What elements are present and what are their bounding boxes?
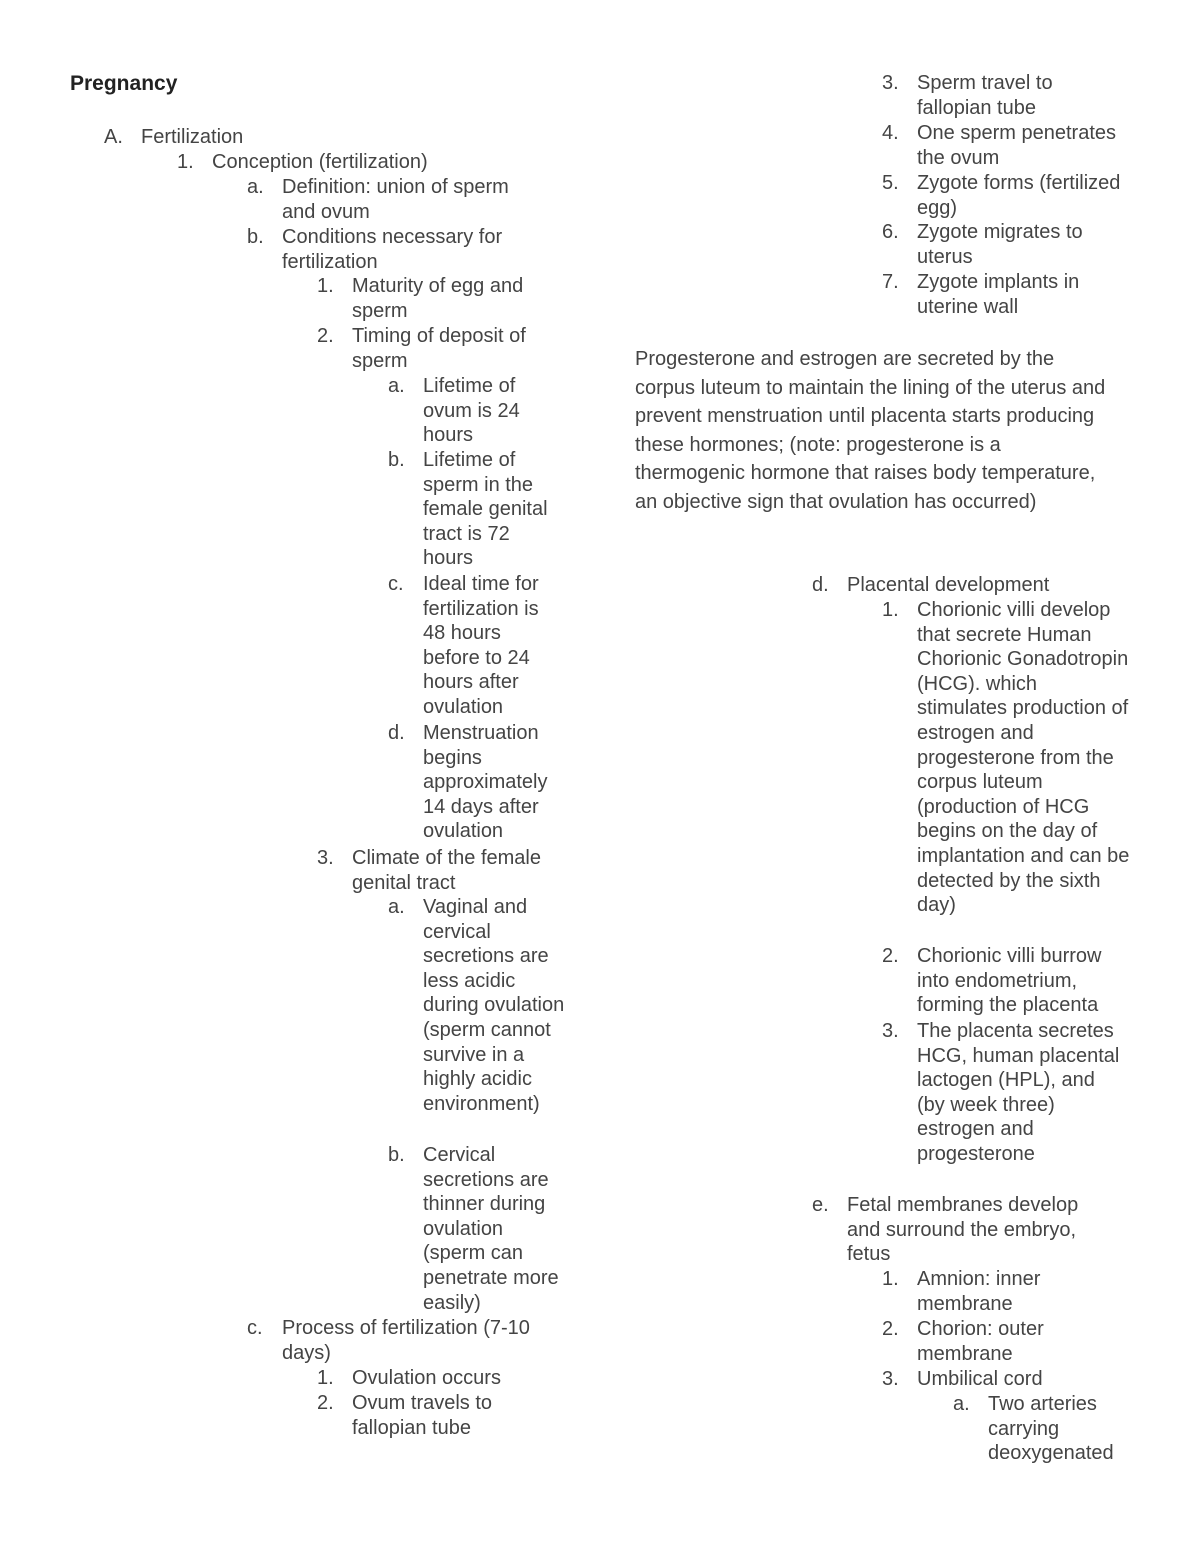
- outline-item-1c4: [882, 121, 1122, 170]
- outline-marker: a.: [388, 896, 405, 918]
- outline-text: Chorionic villi burrow into endometrium, forming the placenta: [917, 945, 1102, 1017]
- outline-marker: d.: [388, 722, 405, 744]
- outline-text: Zygote implants in uterine wall: [917, 271, 1080, 318]
- outline-item-1b2: [317, 324, 547, 373]
- outline-text: Timing of deposit of sperm: [352, 325, 526, 372]
- outline-item-1b1: [317, 274, 547, 323]
- outline-item-1c2: [317, 1391, 547, 1440]
- outline-text: Placental development: [847, 574, 1050, 596]
- outline-text: Zygote migrates to uterus: [917, 221, 1083, 268]
- outline-text: Chorion: outer membrane: [917, 1318, 1044, 1365]
- outline-text: The placenta secretes HCG, human placental lactogen (HPL), and (by week three) estrogen and progesterone: [917, 1020, 1120, 1165]
- outline-marker: e.: [812, 1194, 829, 1216]
- outline-marker: 3.: [882, 1020, 899, 1042]
- outline-marker: 1.: [882, 1268, 899, 1290]
- outline-item-1b2c: [388, 572, 563, 720]
- outline-text: Menstruation begins approximately 14 days after ovulation: [423, 722, 548, 843]
- outline-text: Umbilical cord: [917, 1368, 1043, 1390]
- outline-item-1c1: [317, 1366, 547, 1391]
- outline-marker: b.: [388, 449, 405, 471]
- outline-marker: 7.: [882, 271, 899, 293]
- outline-item-1b2b: [388, 448, 563, 571]
- outline-item-1b3a: [388, 895, 566, 1116]
- outline-text: Fetal membranes develop and surround the embryo, fetus: [847, 1194, 1079, 1266]
- outline-item-1c: [247, 1316, 552, 1365]
- outline-marker: 3.: [317, 847, 334, 869]
- outline-item-1e3a: [953, 1392, 1133, 1466]
- outline-marker: b.: [247, 226, 264, 248]
- outline-text: Cervical secretions are thinner during ovulation (sperm can penetrate more easily): [423, 1144, 559, 1314]
- outline-item-1c6: [882, 220, 1122, 269]
- outline-text: Chorionic villi develop that secrete Human Chorionic Gonadotropin (HCG). which stimulates production of estrogen and progesterone from the corpus luteum (production of HCG begins on the day of implantation and can be detected by the sixth day): [917, 599, 1130, 917]
- outline-marker: 2.: [882, 945, 899, 967]
- page-title: Pregnancy: [70, 72, 178, 95]
- outline-text: Sperm travel to fallopian tube: [917, 72, 1053, 119]
- outline-text: Ovulation occurs: [352, 1367, 501, 1389]
- outline-text: Ideal time for fertilization is 48 hours before to 24 hours after ovulation: [423, 573, 539, 718]
- outline-item-1e: [812, 1193, 1112, 1267]
- outline-text: One sperm penetrates the ovum: [917, 122, 1116, 169]
- outline-item-1: [177, 150, 477, 175]
- outline-item-1d2: [882, 944, 1130, 1018]
- outline-text: Lifetime of sperm in the female genital tract is 72 hours: [423, 449, 548, 570]
- outline-item-1b: [247, 225, 537, 274]
- outline-marker: c.: [388, 573, 404, 595]
- outline-marker: 5.: [882, 172, 899, 194]
- outline-text: Vaginal and cervical secretions are less acidic during ovulation (sperm cannot survive in a highly acidic environment): [423, 896, 565, 1115]
- outline-text: Maturity of egg and sperm: [352, 275, 524, 322]
- outline-marker: 2.: [317, 325, 334, 347]
- outline-marker: a.: [388, 375, 405, 397]
- outline-item-1b2d: [388, 721, 563, 844]
- outline-marker: a.: [953, 1393, 970, 1415]
- outline-marker: 1.: [882, 599, 899, 621]
- outline-marker: A.: [104, 126, 123, 148]
- outline-item-1d: [812, 573, 1112, 598]
- outline-text: Two arteries carrying deoxygenated: [988, 1393, 1114, 1465]
- outline-item-1d1: [882, 598, 1130, 918]
- outline-item-1e3: [882, 1367, 1122, 1392]
- outline-text: Amnion: inner membrane: [917, 1268, 1041, 1315]
- outline-item-1b2a: [388, 374, 548, 448]
- outline-item-1a: [247, 175, 537, 224]
- outline-marker: 1.: [317, 275, 334, 297]
- outline-item-1b3b: [388, 1143, 566, 1315]
- outline-text: Lifetime of ovum is 24 hours: [423, 375, 520, 447]
- outline-item-a: [104, 125, 404, 150]
- outline-item-1d3: [882, 1019, 1122, 1167]
- outline-item-1e1: [882, 1267, 1122, 1316]
- hormone-paragraph: Progesterone and estrogen are secreted by the corpus luteum to maintain the lining of the uterus and prevent menstruation until placenta starts producing these hormones; (note: progesterone is a thermogenic hormone that raises body temperature, an objective sign that ovulation has occurred): [635, 348, 1106, 513]
- outline-marker: 1.: [177, 151, 194, 173]
- outline-text: Conditions necessary for fertilization: [282, 226, 503, 273]
- outline-item-1b3: [317, 846, 562, 895]
- outline-item-1e2: [882, 1317, 1122, 1366]
- outline-marker: 3.: [882, 72, 899, 94]
- outline-item-1c5: [882, 171, 1122, 220]
- outline-marker: a.: [247, 176, 264, 198]
- outline-marker: b.: [388, 1144, 405, 1166]
- outline-text: Definition: union of sperm and ovum: [282, 176, 509, 223]
- outline-marker: 2.: [882, 1318, 899, 1340]
- outline-marker: 4.: [882, 122, 899, 144]
- outline-text: Climate of the female genital tract: [352, 847, 541, 894]
- outline-marker: 3.: [882, 1368, 899, 1390]
- outline-marker: 1.: [317, 1367, 334, 1389]
- outline-marker: 6.: [882, 221, 899, 243]
- outline-item-1c7: [882, 270, 1122, 319]
- outline-marker: c.: [247, 1317, 263, 1339]
- outline-text: Process of fertilization (7-10 days): [282, 1317, 530, 1364]
- outline-text: Ovum travels to fallopian tube: [352, 1392, 493, 1439]
- outline-marker: 2.: [317, 1392, 334, 1414]
- outline-text: Zygote forms (fertilized egg): [917, 172, 1121, 219]
- outline-text: Conception (fertilization): [212, 151, 428, 173]
- outline-item-1c3: [882, 71, 1122, 120]
- outline-text: Fertilization: [141, 126, 244, 148]
- outline-marker: d.: [812, 574, 829, 596]
